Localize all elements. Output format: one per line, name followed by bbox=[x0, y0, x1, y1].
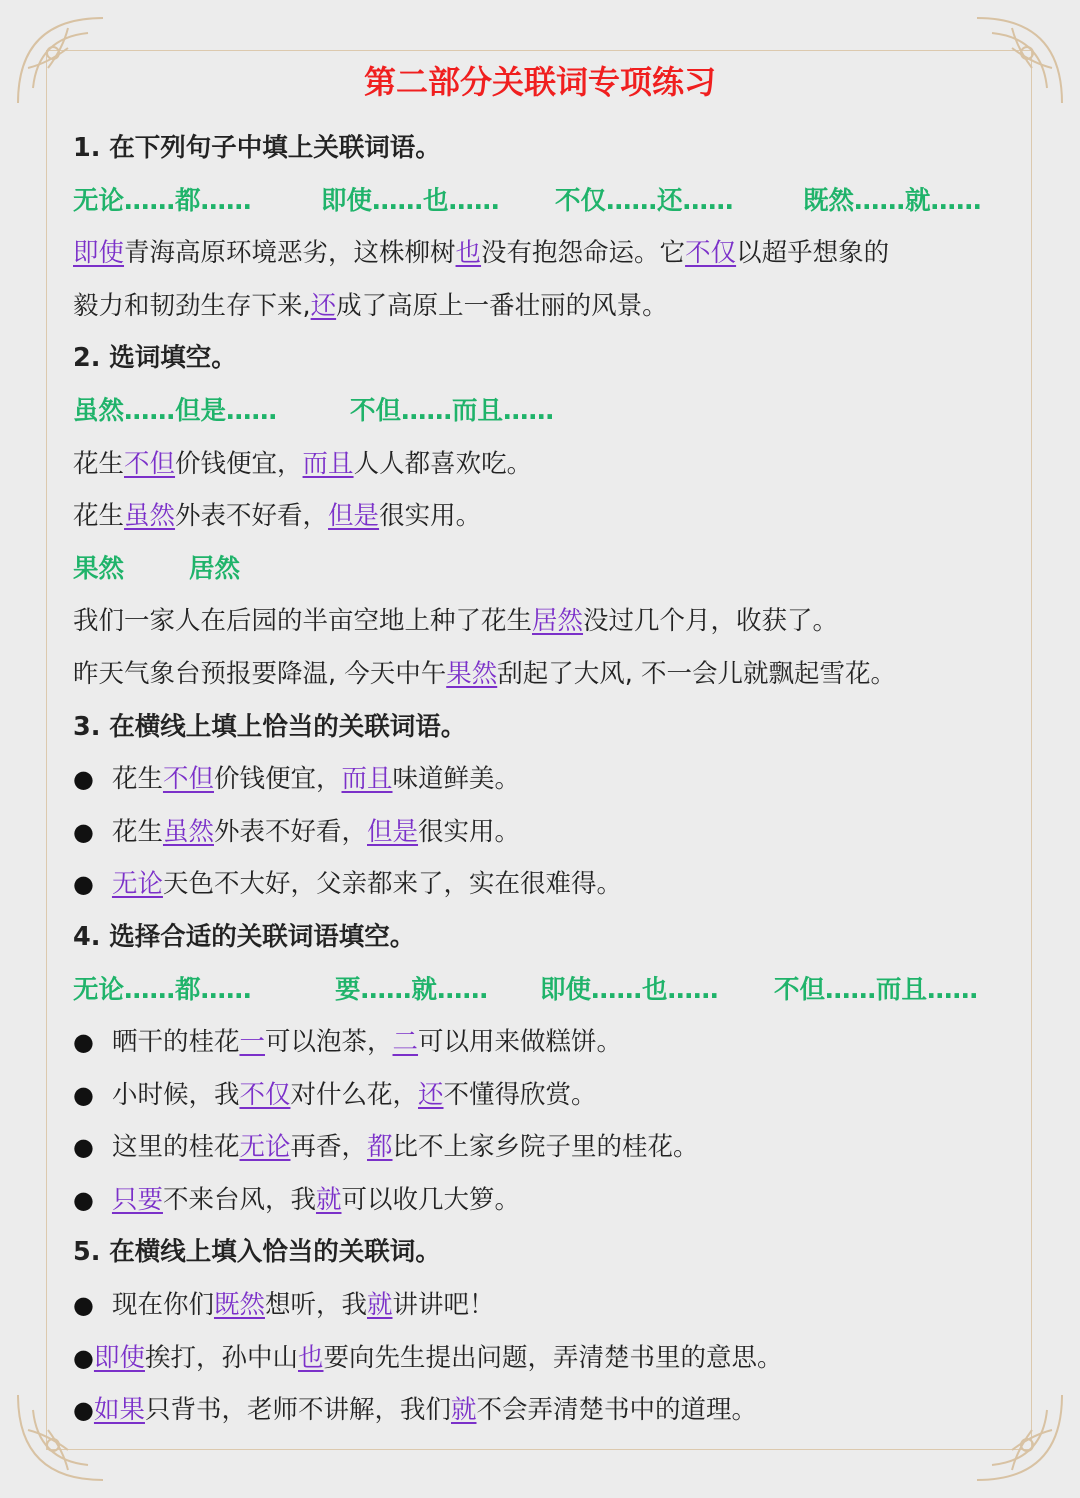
bullet-icon: ● bbox=[73, 1133, 94, 1162]
sentence-text: 刮起了大风, 不一会儿就飘起雪花。 bbox=[497, 658, 896, 689]
section-2-heading: 2. 选词填空。 bbox=[73, 343, 237, 374]
option-item: 无论……都…… bbox=[73, 974, 252, 1005]
sentence-text: 可以用来做糕饼。 bbox=[418, 1027, 623, 1058]
sentence-text: 不懂得欣赏。 bbox=[443, 1079, 597, 1110]
sentence-text: 很实用。 bbox=[379, 501, 482, 532]
section-1-options bbox=[73, 175, 1023, 228]
sentence-text: 人人都喜欢吃。 bbox=[353, 448, 533, 479]
sentence-text: 不会弄清楚书中的道理。 bbox=[476, 1395, 758, 1426]
bullet-item bbox=[73, 1174, 1023, 1227]
section-1-heading: 1. 在下列句子中填上关联词语。 bbox=[73, 133, 441, 163]
sentence-text: 现在你们 bbox=[111, 1290, 214, 1321]
answer-word: 就 bbox=[367, 1290, 393, 1321]
sentence-text: 花生 bbox=[73, 448, 125, 479]
answer-word: 就 bbox=[315, 1184, 342, 1215]
answer-word: 不仅 bbox=[685, 238, 737, 269]
sentence-text: 小时候，我 bbox=[111, 1079, 240, 1110]
bullet-icon: ● bbox=[73, 1291, 94, 1320]
section-4-options bbox=[73, 964, 1023, 1017]
answer-word: 而且 bbox=[341, 764, 393, 795]
sentence-text: 昨天气象台预报要降温, 今天中午 bbox=[73, 658, 447, 689]
answer-word: 二 bbox=[392, 1027, 419, 1058]
sentence-text: 天色不大好，父亲都来了，实在很难得。 bbox=[162, 869, 622, 900]
answer-word: 无论 bbox=[111, 869, 163, 900]
answer-word: 但是 bbox=[367, 816, 419, 847]
sentence-text: 再香， bbox=[290, 1132, 367, 1163]
sentence-text: 要向先生提出问题，弄清楚书里的意思。 bbox=[323, 1342, 783, 1373]
answer-word: 不仅 bbox=[239, 1079, 291, 1110]
sentence-text: 价钱便宜， bbox=[213, 764, 342, 795]
answer-word: 而且 bbox=[302, 448, 354, 479]
section-3-heading: 3. 在横线上填上恰当的关联词语。 bbox=[73, 711, 467, 742]
sentence-text: 花生 bbox=[111, 816, 163, 847]
option-item: 无论……都…… bbox=[73, 185, 252, 216]
option-item: 不仅……还…… bbox=[555, 185, 734, 216]
option-item: 不但……而且…… bbox=[350, 395, 555, 426]
sentence-text: 没过几个月，收获了。 bbox=[583, 606, 839, 637]
sentence-text: 花生 bbox=[73, 501, 125, 532]
answer-word: 一 bbox=[239, 1027, 265, 1058]
option-item: 要……就…… bbox=[335, 974, 489, 1005]
sentence-text: 味道鲜美。 bbox=[392, 764, 521, 795]
sentence-text: 没有抱怨命运。它 bbox=[481, 238, 686, 269]
option-item: 不但……而且…… bbox=[774, 974, 979, 1005]
section-2-options-b bbox=[73, 543, 1023, 596]
answer-word: 就 bbox=[450, 1395, 477, 1426]
bullet-item bbox=[73, 1016, 1023, 1069]
section-2-options-a bbox=[73, 385, 1023, 438]
sentence-text: 挨打，孙中山 bbox=[144, 1342, 298, 1373]
answer-word: 不但 bbox=[124, 448, 176, 479]
bullet-icon: ● bbox=[73, 1343, 94, 1372]
sentence-text: 讲讲吧！ bbox=[392, 1290, 495, 1321]
sentence-text: 只背书，老师不讲解，我们 bbox=[144, 1395, 451, 1426]
sentence-text: 毅力和韧劲生存下来, bbox=[73, 290, 311, 321]
bullet-item bbox=[73, 1384, 1023, 1437]
sentence-text: 外表不好看， bbox=[213, 816, 367, 847]
answer-word: 也 bbox=[455, 238, 482, 269]
answer-word: 也 bbox=[297, 1342, 324, 1373]
answer-word: 还 bbox=[418, 1079, 444, 1110]
bullet-item bbox=[73, 1279, 1023, 1332]
answer-word: 无论 bbox=[239, 1132, 291, 1163]
sentence-text: 可以收几大箩。 bbox=[341, 1184, 521, 1215]
sentence-text: 这里的桂花 bbox=[111, 1132, 240, 1163]
bullet-icon: ● bbox=[73, 870, 94, 899]
sentence-text: 我们一家人在后园的半亩空地上种了花生 bbox=[73, 606, 533, 637]
option-item: 居然 bbox=[189, 553, 241, 584]
sentence-text: 价钱便宜， bbox=[175, 448, 303, 479]
bullet-item bbox=[73, 1069, 1023, 1122]
bullet-item bbox=[73, 858, 1023, 911]
bullet-item bbox=[73, 753, 1023, 806]
page-title: 第二部分关联词专项练习 bbox=[363, 63, 716, 101]
answer-word: 虽然 bbox=[124, 501, 176, 532]
bullet-icon: ● bbox=[73, 1028, 94, 1057]
sentence-text: 花生 bbox=[111, 764, 163, 795]
exercise-sentence bbox=[73, 648, 1023, 701]
answer-word: 即使 bbox=[73, 238, 125, 269]
answer-word: 只要 bbox=[111, 1184, 163, 1215]
answer-word: 如果 bbox=[93, 1395, 145, 1426]
worksheet-content bbox=[73, 122, 1023, 1437]
bullet-icon: ● bbox=[73, 1080, 94, 1109]
sentence-text: 很实用。 bbox=[418, 816, 521, 847]
sentence-text: 外表不好看， bbox=[175, 501, 329, 532]
sentence-text: 可以泡茶， bbox=[264, 1027, 393, 1058]
answer-word: 不但 bbox=[162, 764, 214, 795]
answer-word: 果然 bbox=[446, 658, 498, 689]
bullet-icon: ● bbox=[73, 817, 94, 846]
answer-word: 都 bbox=[367, 1132, 393, 1163]
sentence-text: 不来台风，我 bbox=[162, 1184, 316, 1215]
answer-word: 但是 bbox=[328, 501, 380, 532]
bullet-icon: ● bbox=[73, 1185, 94, 1214]
sentence-text: 晒干的桂花 bbox=[111, 1027, 240, 1058]
exercise-sentence bbox=[73, 227, 1023, 280]
sentence-text: 对什么花， bbox=[290, 1079, 418, 1110]
exercise-sentence bbox=[73, 280, 1023, 333]
option-item: 虽然……但是…… bbox=[73, 395, 278, 426]
section-4-heading: 4. 选择合适的关联词语填空。 bbox=[73, 921, 416, 952]
answer-word: 还 bbox=[310, 290, 337, 321]
sentence-text: 想听，我 bbox=[264, 1290, 367, 1321]
bullet-icon: ● bbox=[73, 765, 94, 794]
option-item: 既然……就…… bbox=[803, 185, 982, 216]
sentence-text: 青海高原环境恶劣，这株柳树 bbox=[124, 238, 456, 269]
sentence-text: 比不上家乡院子里的桂花。 bbox=[392, 1132, 699, 1163]
section-5-heading: 5. 在横线上填入恰当的关联词。 bbox=[73, 1237, 441, 1268]
sentence-text: 成了高原上一番壮丽的风景。 bbox=[336, 290, 668, 321]
answer-word: 既然 bbox=[213, 1290, 265, 1321]
bullet-icon: ● bbox=[73, 1396, 94, 1425]
answer-word: 即使 bbox=[93, 1342, 145, 1373]
bullet-item bbox=[73, 1121, 1023, 1174]
exercise-sentence bbox=[73, 595, 1023, 648]
sentence-text: 以超乎想象的 bbox=[736, 238, 890, 269]
option-item: 即使……也…… bbox=[321, 185, 500, 216]
bullet-item bbox=[73, 1332, 1023, 1385]
exercise-sentence bbox=[73, 490, 1023, 543]
bullet-item bbox=[73, 806, 1023, 859]
option-item: 果然 bbox=[73, 553, 125, 584]
option-item: 即使……也…… bbox=[540, 974, 719, 1005]
answer-word: 虽然 bbox=[162, 816, 214, 847]
answer-word: 居然 bbox=[532, 606, 584, 637]
exercise-sentence bbox=[73, 438, 1023, 491]
